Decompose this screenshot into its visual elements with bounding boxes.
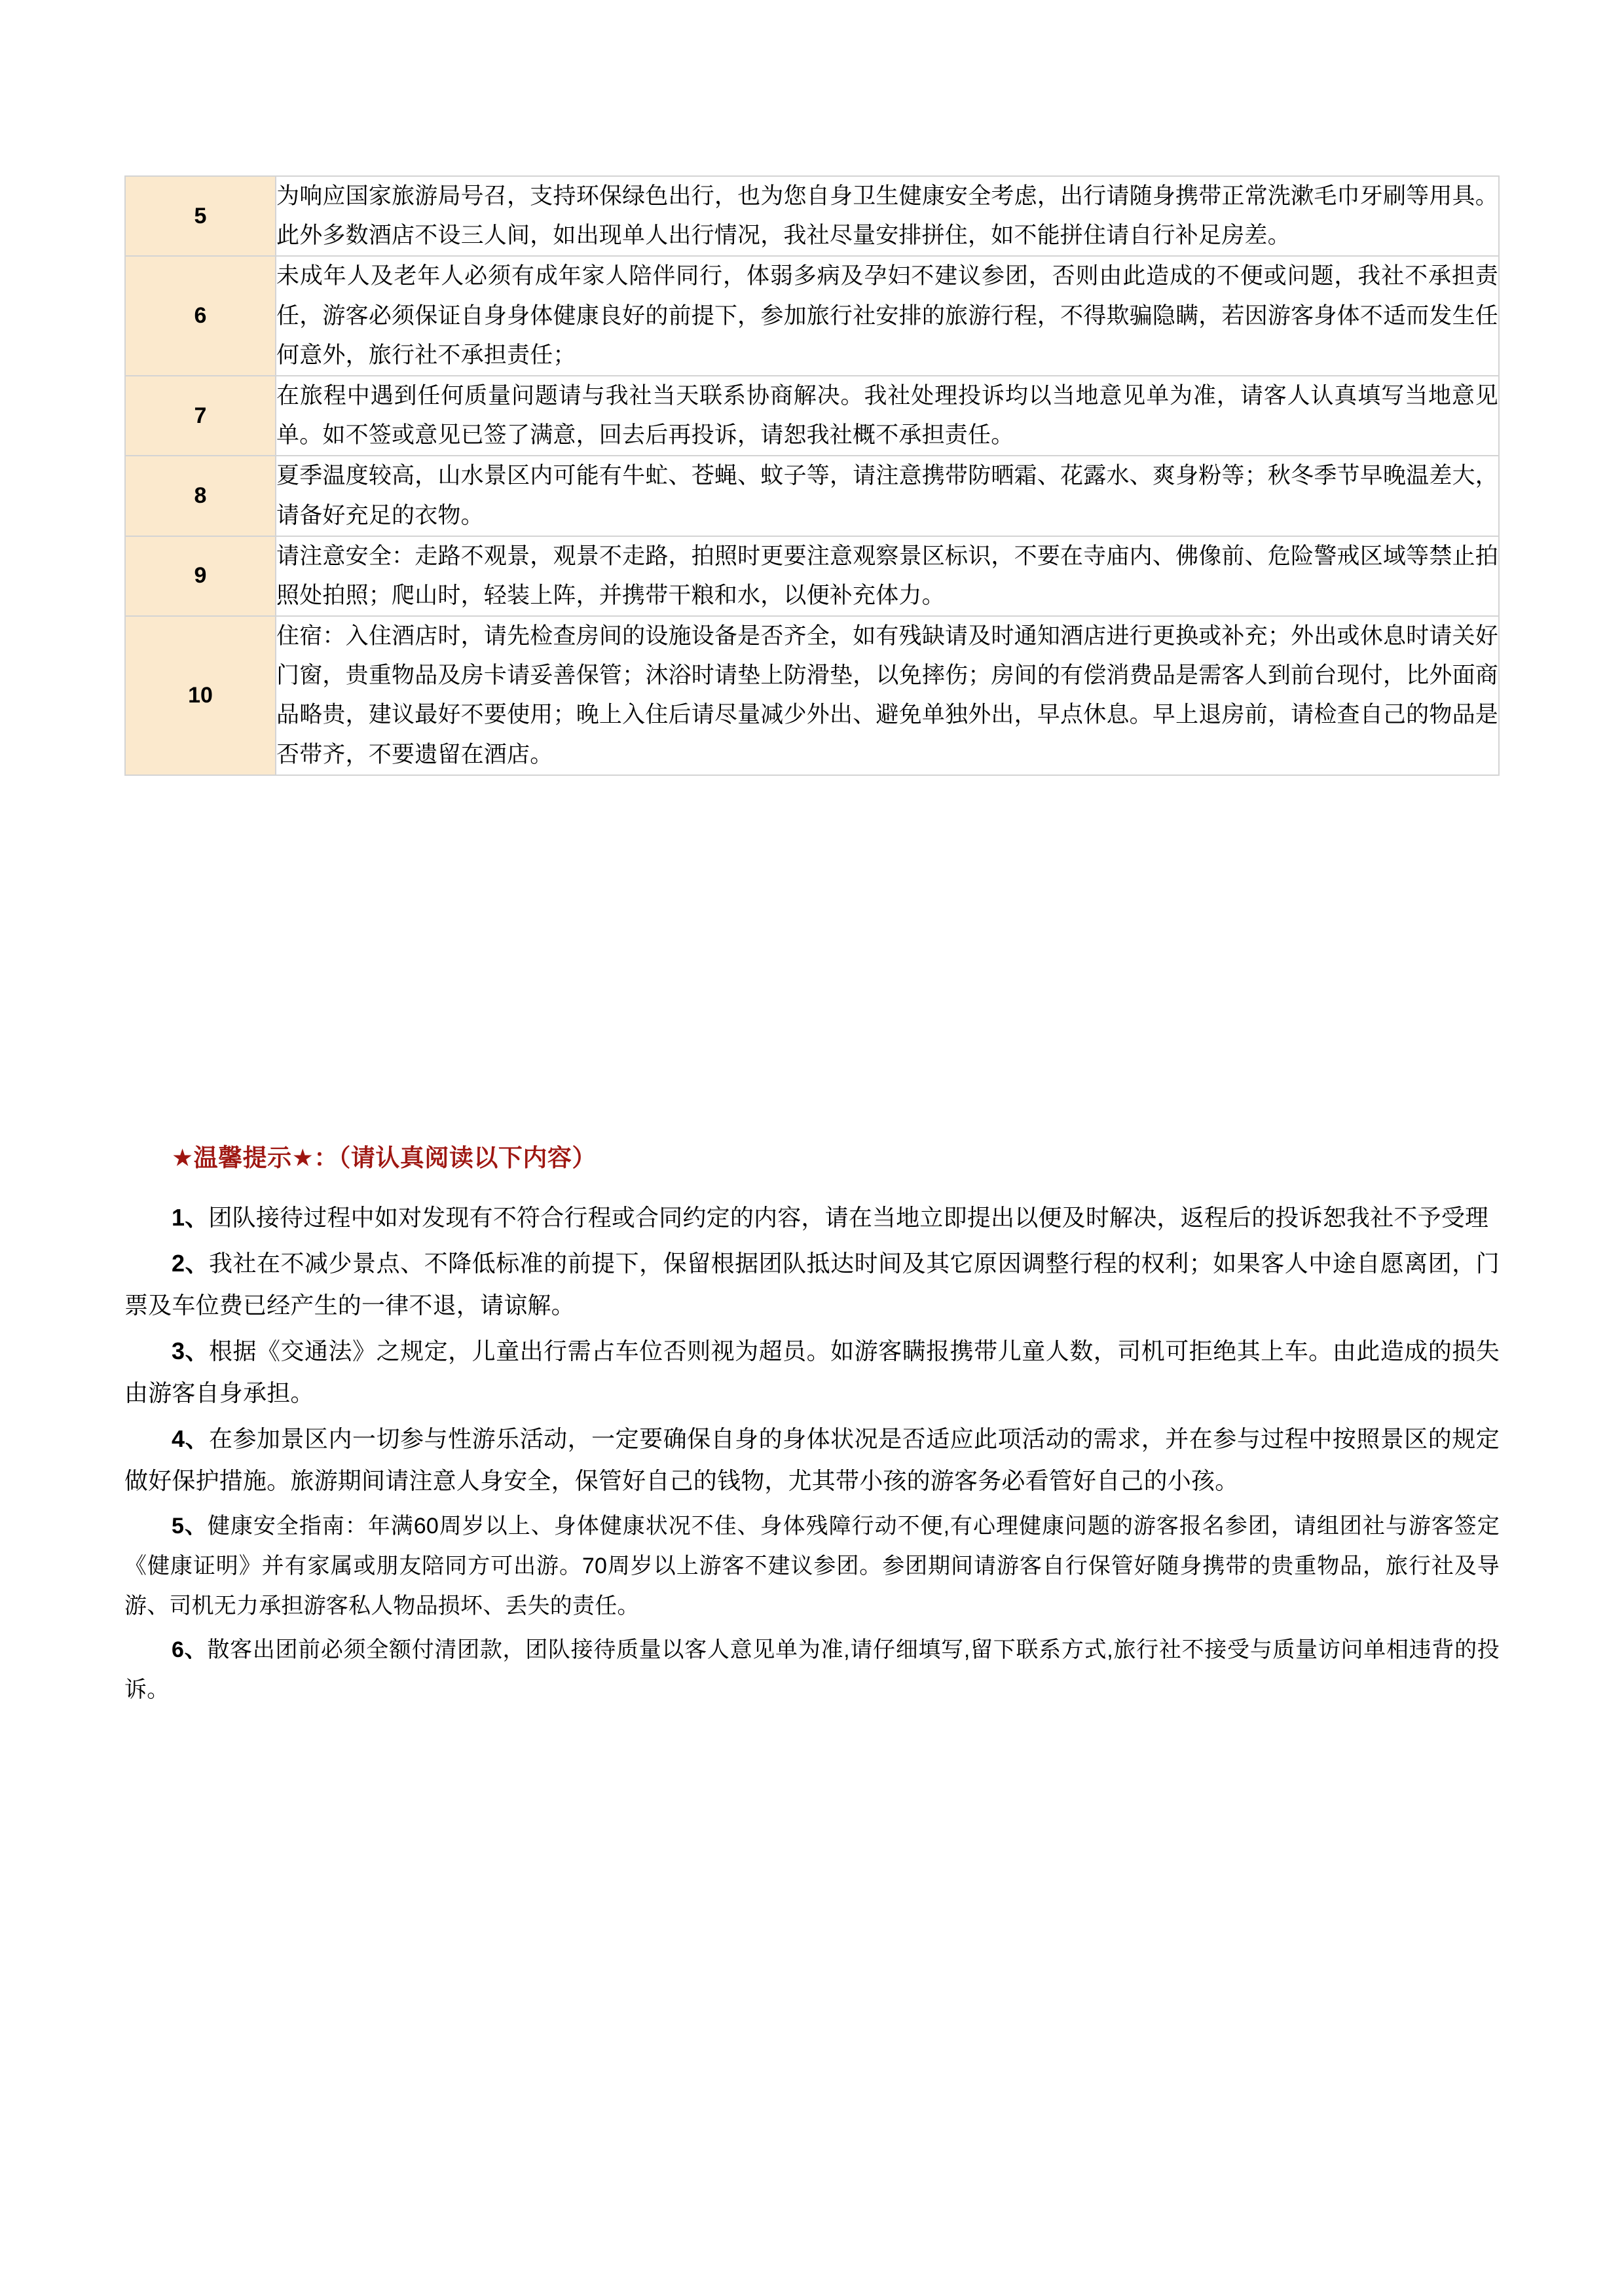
notice-table: [124, 175, 1500, 776]
row-number-cell: 7: [125, 376, 276, 456]
row-number-cell: 6: [125, 256, 276, 376]
table-row: [125, 176, 1499, 256]
row-text-cell: [276, 376, 1499, 456]
tip-text: 在参加景区内一切参与性游乐活动，一定要确保自身的身体状况是否适应此项活动的需求，并在参与过程中按照景区的规定做好保护措施。旅游期间请注意人身安全，保管好自己的钱物，尤其带小孩的游客务必看管好自己的小孩。: [124, 1425, 1500, 1495]
tip-text: 健康安全指南：年满60周岁以上、身体健康状况不佳、身体残障行动不便,有心理健康问题的游客报名参团，请组团社与游客签定《健康证明》并有家属或朋友陪同方可出游。70周岁以上游客不建议参团。参团期间请游客自行保管好随身携带的贵重物品，旅行社及导游、司机无力承担游客私人物品损坏、丢失的责任。: [124, 1513, 1500, 1618]
table-row: [125, 376, 1499, 456]
tip-number: 4、: [172, 1425, 210, 1453]
notice-table-body: [125, 176, 1499, 775]
tip-number: 5、: [172, 1513, 208, 1539]
tip-paragraph: [124, 1330, 1500, 1414]
row-text: 住宿：入住酒店时，请先检查房间的设施设备是否齐全，如有残缺请及时通知酒店进行更换或补充；外出或休息时请关好门窗，贵重物品及房卡请妥善保管；沐浴时请垫上防滑垫，以免摔伤；房间的有偿消费品是需客人到前台现付，比外面商品略贵，建议最好不要使用；晚上入住后请尽量减少外出、避免单独外出，早点休息。早上退房前，请检查自己的物品是否带齐，不要遗留在酒店。: [276, 623, 1498, 767]
notice-table-container: [124, 175, 1498, 776]
tip-paragraph: [124, 1243, 1500, 1326]
row-number-cell: 5: [125, 176, 276, 256]
tip-text: 我社在不减少景点、不降低标准的前提下，保留根据团队抵达时间及其它原因调整行程的权利；如果客人中途自愿离团，门票及车位费已经产生的一律不退，请谅解。: [124, 1250, 1500, 1319]
warm-tips-heading: ★温馨提示★：（请认真阅读以下内容）: [172, 1144, 597, 1171]
row-text: 夏季温度较高，山水景区内可能有牛虻、苍蝇、蚊子等，请注意携带防晒霜、花露水、爽身粉等；秋冬季节早晚温差大，请备好充足的衣物。: [276, 463, 1498, 528]
tip-paragraph: [124, 1197, 1500, 1239]
tip-number: 6、: [172, 1637, 208, 1663]
warm-tips-body: [124, 1197, 1500, 1714]
tip-number: 1、: [172, 1204, 209, 1231]
row-number-cell: 8: [125, 456, 276, 536]
tip-paragraph: [124, 1506, 1500, 1627]
row-text-cell: [276, 456, 1499, 536]
row-text-cell: [276, 616, 1499, 775]
tip-text: 散客出团前必须全额付清团款，团队接待质量以客人意见单为准,请仔细填写,留下联系方式,旅行社不接受与质量访问单相违背的投诉。: [124, 1637, 1500, 1703]
table-row: [125, 536, 1499, 616]
tip-paragraph: [124, 1630, 1500, 1710]
row-text: 为响应国家旅游局号召，支持环保绿色出行，也为您自身卫生健康安全考虑，出行请随身携带正常洗漱毛巾牙刷等用具。此外多数酒店不设三人间，如出现单人出行情况，我社尽量安排拼住，如不能拼住请自行补足房差。: [276, 183, 1498, 249]
tip-number: 3、: [172, 1338, 210, 1365]
tip-paragraph: [124, 1418, 1500, 1502]
tip-text: 团队接待过程中如对发现有不符合行程或合同约定的内容，请在当地立即提出以便及时解决，返程后的投诉恕我社不予受理: [208, 1204, 1489, 1231]
tip-number: 2、: [172, 1250, 210, 1277]
tip-text: 根据《交通法》之规定，儿童出行需占车位否则视为超员。如游客瞒报携带儿童人数，司机可拒绝其上车。由此造成的损失由游客自身承担。: [124, 1338, 1500, 1407]
row-text: 未成年人及老年人必须有成年家人陪伴同行，体弱多病及孕妇不建议参团，否则由此造成的不便或问题，我社不承担责任，游客必须保证自身身体健康良好的前提下，参加旅行社安排的旅游行程，不得欺骗隐瞒，若因游客身体不适而发生任何意外，旅行社不承担责任；: [276, 263, 1498, 368]
row-text: 在旅程中遇到任何质量问题请与我社当天联系协商解决。我社处理投诉均以当地意见单为准，请客人认真填写当地意见单。如不签或意见已签了满意，回去后再投诉，请恕我社概不承担责任。: [276, 382, 1498, 448]
row-number-cell: 9: [125, 536, 276, 616]
row-text-cell: [276, 256, 1499, 376]
table-row: [125, 616, 1499, 775]
table-row: [125, 256, 1499, 376]
row-number-cell: 10: [125, 616, 276, 775]
table-row: [125, 456, 1499, 536]
row-text: 请注意安全：走路不观景，观景不走路，拍照时更要注意观察景区标识，不要在寺庙内、佛像前、危险警戒区域等禁止拍照处拍照；爬山时，轻装上阵，并携带干粮和水，以便补充体力。: [276, 543, 1498, 608]
row-text-cell: [276, 176, 1499, 256]
row-text-cell: [276, 536, 1499, 616]
